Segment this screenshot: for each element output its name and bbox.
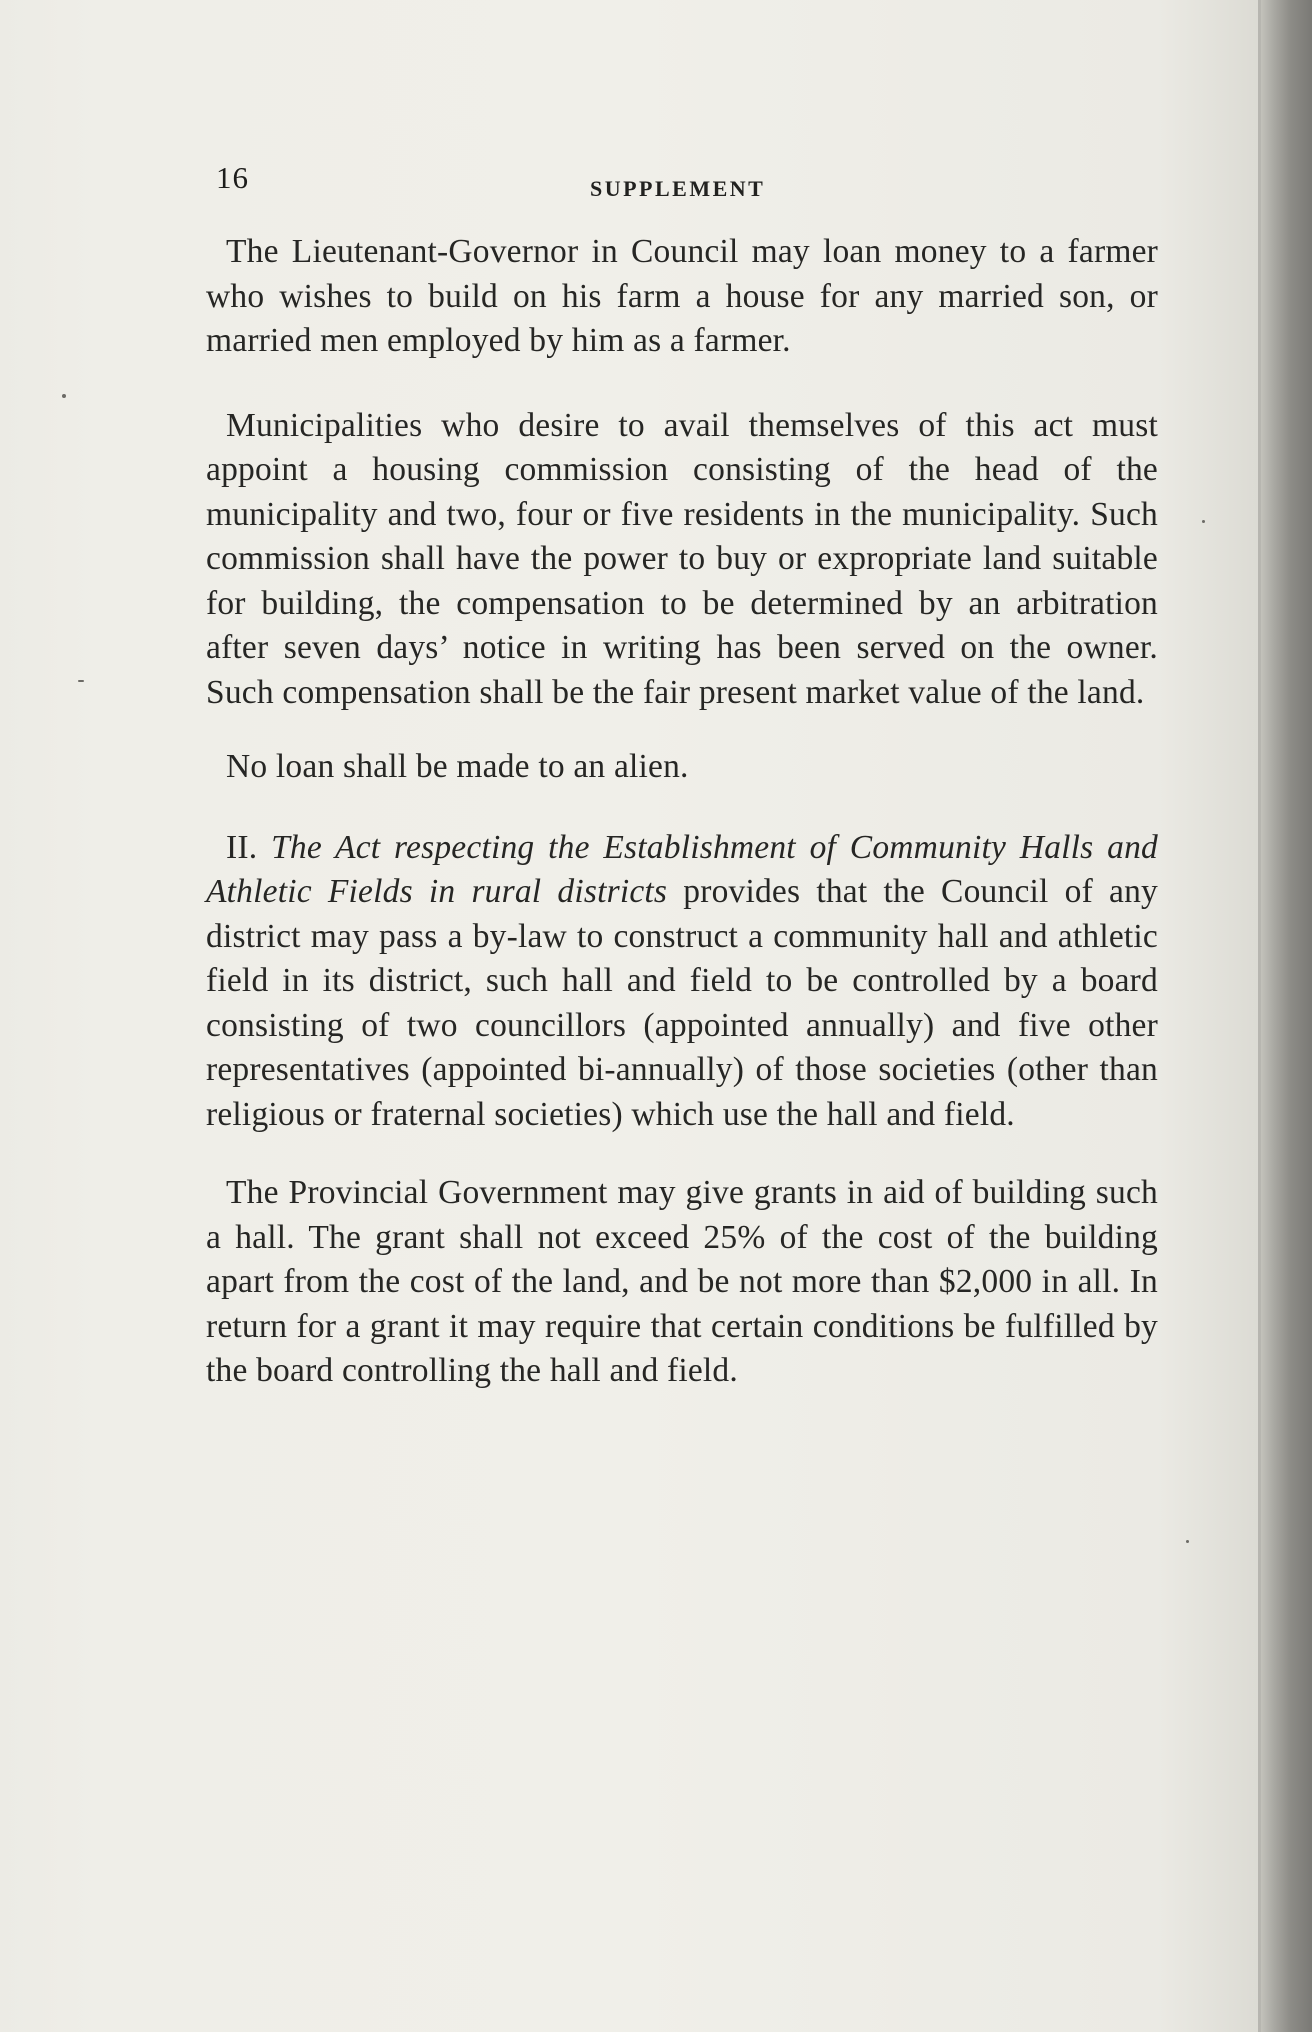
running-head: SUPPLEMENT bbox=[590, 176, 766, 201]
paragraph-municipalities bbox=[206, 404, 1158, 716]
paragraph-text: The Provincial Government may give grants in aid of building such a hall. The grant shall not exceed 25% of the cost of the building apart from the cost of the land, and be not more than $2,000 in all. In return for a grant it may require that certain conditions be fulfilled by the board controlling the hall and field. bbox=[206, 1174, 1158, 1389]
paper-speck bbox=[1202, 520, 1205, 523]
page-edge bbox=[1258, 0, 1312, 2032]
paragraph-text: The Lieutenant-Governor in Council may loan money to a farmer who wishes to build on his farm a house for any married son, or married men employed by him as a farmer. bbox=[206, 233, 1158, 359]
paragraph-loan-farmers bbox=[206, 230, 1158, 364]
act-title: The Act respecting the Establishment of Community Halls and Athletic Fields in rural districts bbox=[206, 828, 1158, 910]
paragraph-text: Municipalities who desire to avail themselves of this act must appoint a housing commission consisting of the head of the municipality and two, four or five residents in the municipality. Such commission shall have the power to buy or expropriate land suitable for building, the compensation to be determined by an arbitration after seven days’ notice in writing has been served on the owner. Such compensation shall be the fair present market value of the land. bbox=[206, 406, 1158, 711]
body-text bbox=[206, 230, 1158, 1420]
paragraph-alien bbox=[206, 745, 1158, 790]
paper-speck bbox=[78, 680, 84, 682]
paper-speck bbox=[62, 394, 66, 398]
paragraph-grants bbox=[206, 1171, 1158, 1394]
paper-speck bbox=[1186, 1540, 1189, 1543]
paragraph-text: provides that the Council of any district may pass a by-law to construct a community hall and athletic field in its district, such hall and field to be controlled by a board consisting of two councillors (appointed annually) and five other representatives (appointed bi-annually) of those societies (other than religious or fraternal societies) which use the hall and field. bbox=[206, 873, 1158, 1133]
page-number: 16 bbox=[216, 160, 249, 195]
paragraph-community-halls bbox=[206, 826, 1158, 1138]
paragraph-text: No loan shall be made to an alien. bbox=[226, 748, 689, 785]
section-number: II. bbox=[226, 828, 258, 866]
